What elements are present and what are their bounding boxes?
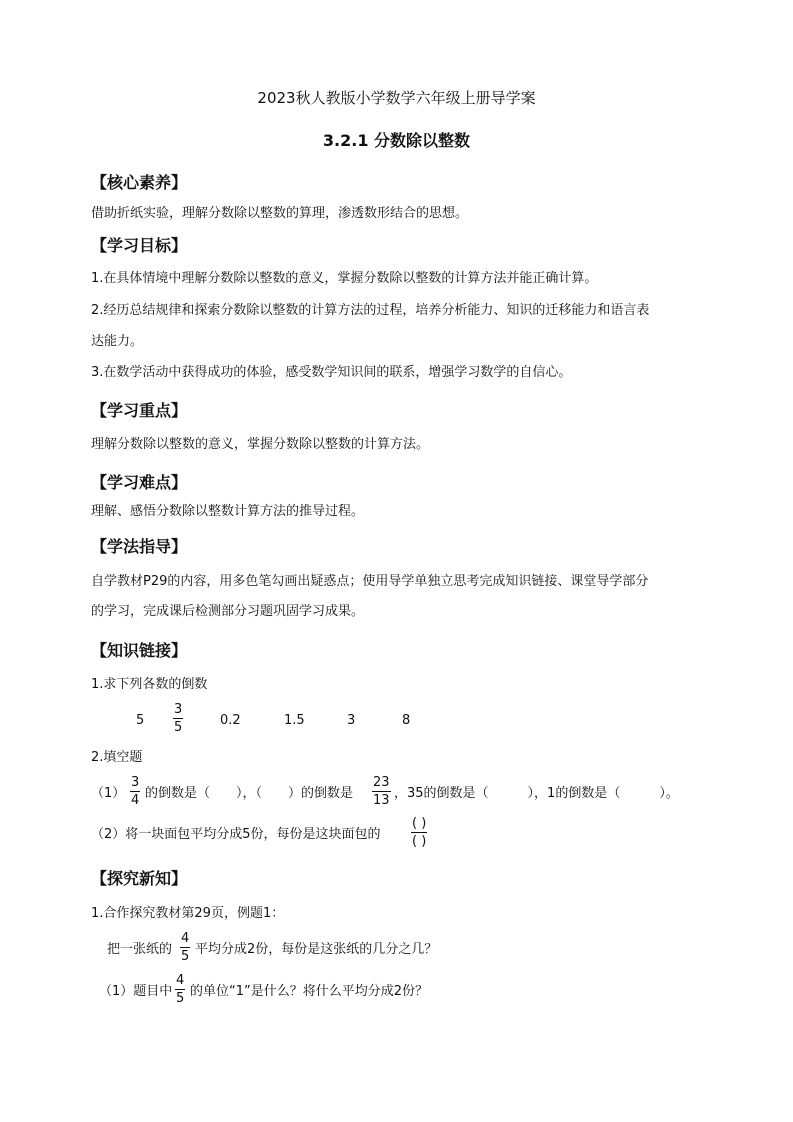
goal-item-1: 1.在具体情境中理解分数除以整数的意义，掌握分数除以整数的计算方法并能正确计算。 xyxy=(91,271,598,286)
difficulty-text: 理解、感悟分数除以整数计算方法的推导过程。 xyxy=(91,504,365,519)
fill-1-part-1: 的倒数是（ ），（ ）的倒数是 xyxy=(145,786,354,801)
fraction-bar xyxy=(180,947,190,948)
fraction-numerator: 4 xyxy=(181,931,190,946)
fraction-denominator: 5 xyxy=(181,949,190,964)
fraction-denominator: 5 xyxy=(174,720,183,735)
section-heading-method: 【学法指导】 xyxy=(91,537,188,556)
section-heading-goals: 【学习目标】 xyxy=(91,236,188,255)
goal-item-2-line-2: 达能力。 xyxy=(91,334,144,349)
fraction-denominator: 4 xyxy=(131,793,140,808)
example-pre: 把一张纸的 xyxy=(107,942,173,957)
link-question-1: 1.求下列各数的倒数 xyxy=(91,677,208,692)
section-heading-difficulty: 【学习难点】 xyxy=(91,473,188,492)
fraction-numerator: 4 xyxy=(176,973,185,988)
number-0-2: 0.2 xyxy=(220,713,241,728)
lesson-title: 3.2.1 分数除以整数 xyxy=(322,131,471,150)
goal-item-2-line-1: 2.经历总结规律和探索分数除以整数的计算方法的过程，培养分析能力、知识的迁移能力和语言表 xyxy=(91,303,650,318)
fraction-bar xyxy=(372,791,391,792)
fraction-numerator: 23 xyxy=(373,775,390,790)
explore-q1-post: 的单位“1”是什么？将什么平均分成2份？ xyxy=(190,984,429,999)
fraction-four-fifths-2 xyxy=(175,973,185,1006)
core-text: 借助折纸实验，理解分数除以整数的算理，渗透数形结合的思想。 xyxy=(91,206,469,221)
fraction-three-fifths xyxy=(173,702,183,735)
fraction-blank xyxy=(411,816,427,849)
section-heading-explore: 【探究新知】 xyxy=(91,869,188,888)
section-heading-key: 【学习重点】 xyxy=(91,401,188,420)
fraction-denominator: 13 xyxy=(373,793,390,808)
goal-item-3: 3.在数学活动中获得成功的体验，感受数学知识间的联系，增强学习数学的自信心。 xyxy=(91,365,572,380)
fill-1-part-2: ，35的倒数是（ ），1的倒数是（ ）。 xyxy=(394,786,679,801)
link-question-2: 2.填空题 xyxy=(91,750,143,765)
fraction-denominator: ( ) xyxy=(412,834,427,849)
section-heading-link: 【知识链接】 xyxy=(91,641,188,660)
fraction-three-quarters xyxy=(130,775,140,808)
fraction-bar xyxy=(175,989,185,990)
section-heading-core: 【核心素养】 xyxy=(91,173,188,192)
method-line-1: 自学教材P29的内容，用多色笔勾画出疑惑点；使用导学单独立思考完成知识链接、课堂导学部分 xyxy=(91,574,649,589)
fraction-numerator: 3 xyxy=(131,775,140,790)
fraction-denominator: 5 xyxy=(176,991,185,1006)
fraction-bar xyxy=(130,791,140,792)
fraction-numerator: ( ) xyxy=(412,816,427,831)
fill-1-prefix: （1） xyxy=(91,786,126,801)
number-8: 8 xyxy=(402,713,411,728)
fraction-bar xyxy=(173,718,183,719)
explore-item-1: 1.合作探究教材第29页，例题1： xyxy=(91,906,285,921)
number-3: 3 xyxy=(347,713,356,728)
document-title: 2023秋人教版小学数学六年级上册导学案 xyxy=(257,89,536,107)
explore-q1-pre: （1）题目中 xyxy=(99,984,173,999)
fraction-23-13 xyxy=(372,775,391,808)
number-1-5: 1.5 xyxy=(284,713,305,728)
fill-2-text: （2）将一块面包平均分成5份，每份是这块面包的 xyxy=(91,827,381,842)
number-5: 5 xyxy=(136,713,145,728)
key-text: 理解分数除以整数的意义，掌握分数除以整数的计算方法。 xyxy=(91,437,430,452)
fraction-bar xyxy=(411,832,427,833)
method-line-2: 的学习，完成课后检测部分习题巩固学习成果。 xyxy=(91,604,365,619)
fraction-numerator: 3 xyxy=(174,702,183,717)
example-post: 平均分成2份，每份是这张纸的几分之几？ xyxy=(195,942,438,957)
fraction-four-fifths xyxy=(180,931,190,964)
